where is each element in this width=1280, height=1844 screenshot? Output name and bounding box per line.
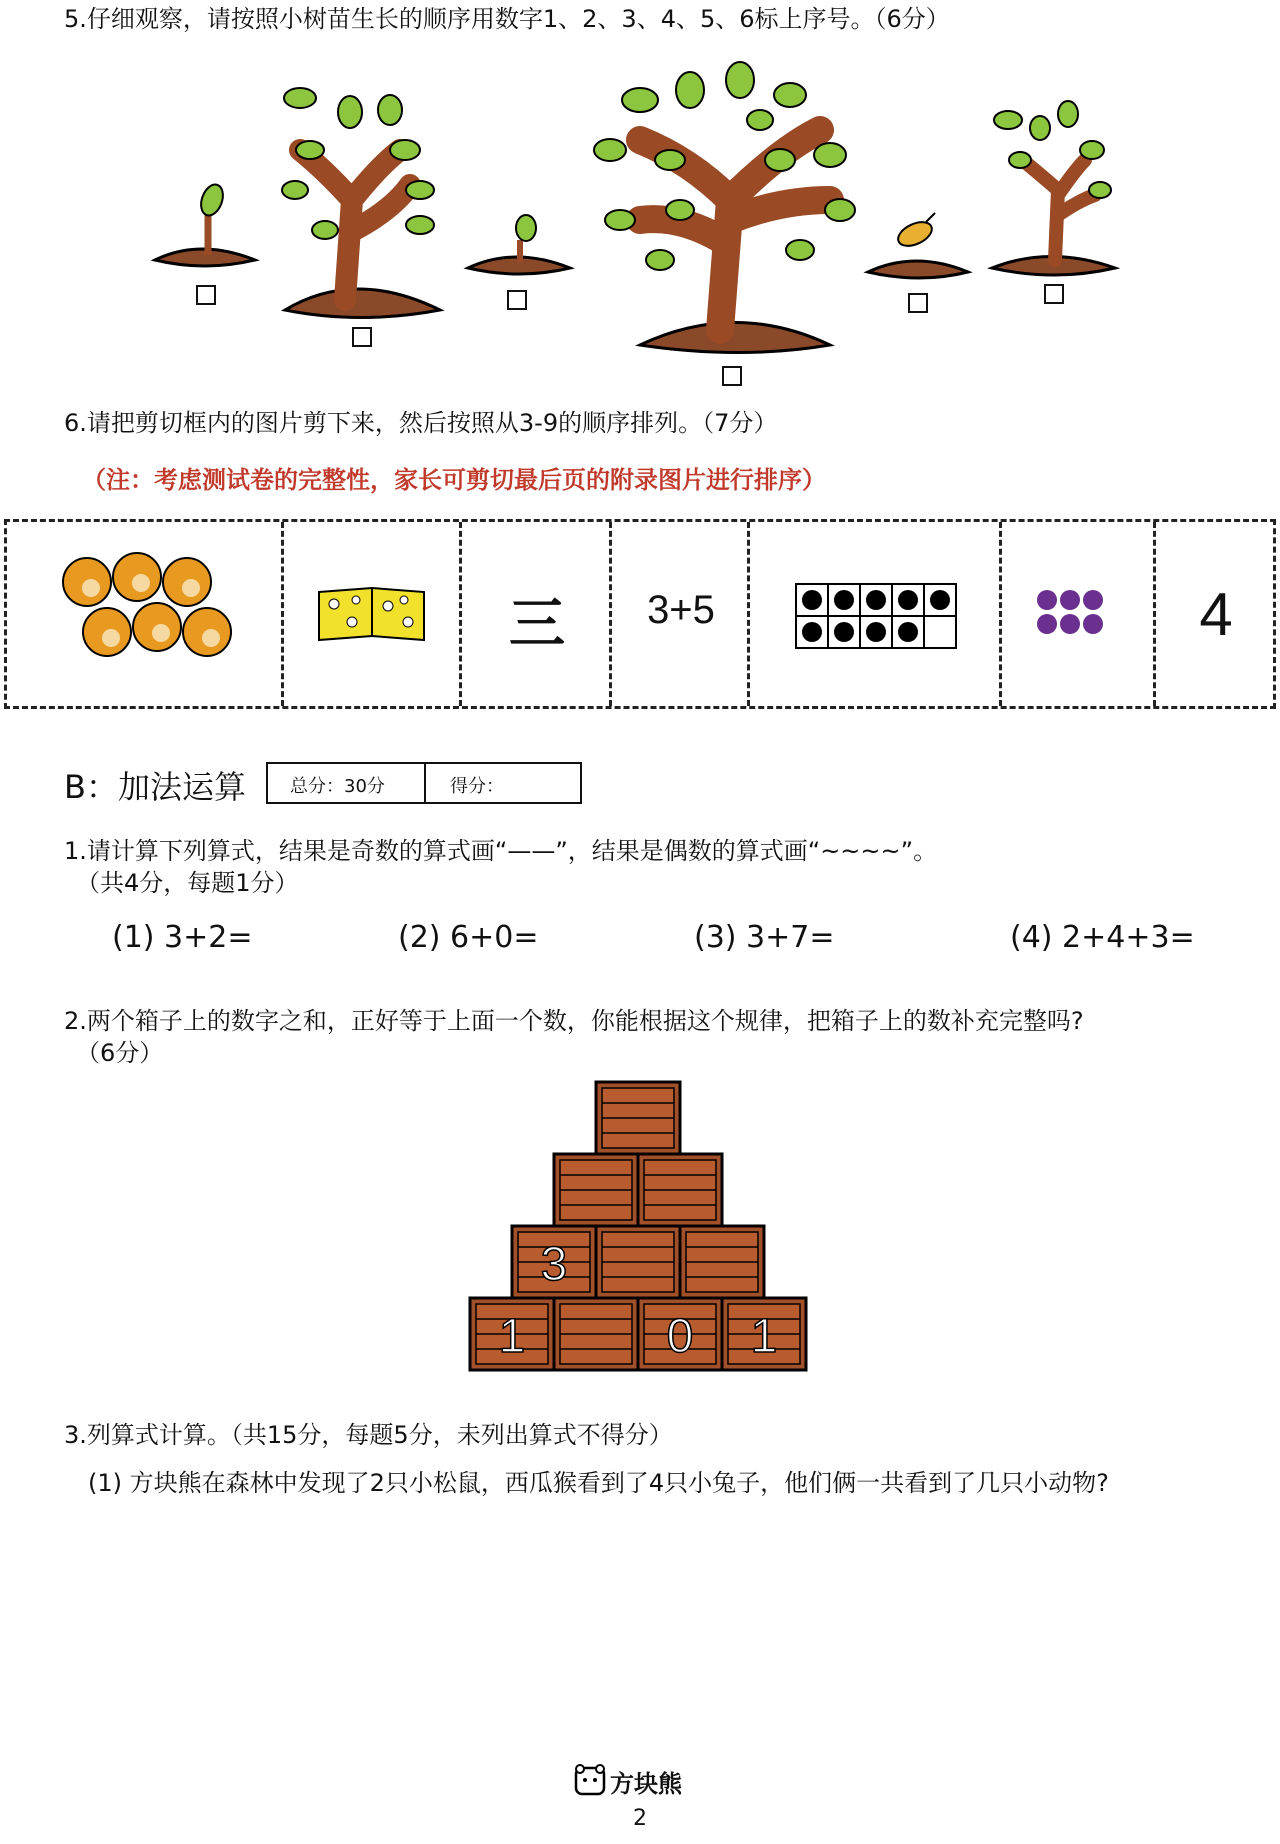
crate-number-3: 3	[540, 1238, 568, 1291]
card-purple-dots[interactable]	[999, 522, 1153, 706]
card-four[interactable]	[1153, 522, 1273, 706]
total-score: 总分：30分	[290, 776, 385, 797]
equation-3: (3) 3+7=	[694, 920, 835, 955]
order-box-2[interactable]	[352, 327, 372, 347]
page-number: 2	[633, 1806, 647, 1831]
seed-icon	[868, 213, 968, 278]
sapling-icon	[992, 101, 1115, 275]
crate-pyramid	[460, 1076, 820, 1376]
crate-number-bottom-c: 0	[666, 1310, 694, 1363]
purple-dots-icon	[1002, 522, 1156, 706]
squirrels-icon	[7, 522, 281, 706]
brand-logo	[570, 1760, 710, 1800]
tree-growth-illustration	[0, 50, 1280, 390]
card-chinese-three[interactable]	[459, 522, 609, 706]
q6-text: 6.请把剪切框内的图片剪下来，然后按照从3-9的顺序排列。（7分）	[64, 409, 778, 437]
ten-frame-icon	[750, 522, 1002, 706]
b1-line2: （共4分，每题1分）	[76, 869, 299, 897]
brand-name: 方块熊	[610, 1770, 682, 1798]
card-text: 三	[509, 592, 565, 657]
crate-top	[596, 1082, 680, 1154]
equation-4: (4) 2+4+3=	[1010, 920, 1195, 955]
order-box-6[interactable]	[1044, 284, 1064, 304]
order-box-3[interactable]	[507, 290, 527, 310]
sprout-small-icon	[155, 182, 255, 266]
tree-medium-icon	[282, 88, 440, 318]
b3-item1: (1) 方块熊在森林中发现了2只小松鼠，西瓜猴看到了4只小兔子，他们俩一共看到了几只小动物?	[88, 1469, 1109, 1497]
equation-1: (1) 3+2=	[112, 920, 253, 955]
card-three-plus-five[interactable]	[609, 522, 747, 706]
order-box-1[interactable]	[196, 285, 216, 305]
b2-line1: 2.两个箱子上的数字之和，正好等于上面一个数，你能根据这个规律，把箱子上的数补充完整吗?	[64, 1007, 1084, 1035]
crate-row2-a	[554, 1154, 638, 1226]
crate-row3-b	[596, 1226, 680, 1298]
section-b-title: B：加法运算	[64, 768, 246, 806]
crate-bottom-b	[554, 1298, 638, 1370]
sprout-tiny-icon	[468, 215, 570, 274]
b1-line1: 1.请计算下列算式，结果是奇数的算式画“——”，结果是偶数的算式画“~~~~”。	[64, 837, 938, 865]
bear-logo-icon	[570, 1760, 610, 1800]
cheese-icon	[284, 522, 462, 706]
card-text: 4	[1199, 581, 1233, 648]
score-box	[266, 762, 582, 804]
tree-large-icon	[594, 62, 855, 353]
q5-text: 5.仔细观察，请按照小树苗生长的顺序用数字1、2、3、4、5、6标上序号。（6分）	[64, 5, 950, 33]
order-box-5[interactable]	[908, 293, 928, 313]
equation-2: (2) 6+0=	[398, 920, 539, 955]
card-squirrels[interactable]	[7, 522, 281, 706]
card-ten-frame[interactable]	[747, 522, 999, 706]
b2-line2: （6分）	[76, 1039, 164, 1067]
score-got: 得分：	[450, 776, 504, 797]
crate-row3-c	[680, 1226, 764, 1298]
q6-note: （注：考虑测试卷的完整性，家长可剪切最后页的附录图片进行排序）	[82, 466, 826, 494]
order-box-4[interactable]	[722, 366, 742, 386]
crate-number-bottom-d: 1	[750, 1310, 778, 1363]
cut-out-strip	[4, 519, 1276, 709]
card-text: 3+5	[647, 588, 715, 632]
crate-number-bottom-a: 1	[498, 1310, 526, 1363]
card-cheese[interactable]	[281, 522, 459, 706]
b3-line1: 3.列算式计算。（共15分，每题5分，未列出算式不得分）	[64, 1421, 673, 1449]
crate-row2-b	[638, 1154, 722, 1226]
